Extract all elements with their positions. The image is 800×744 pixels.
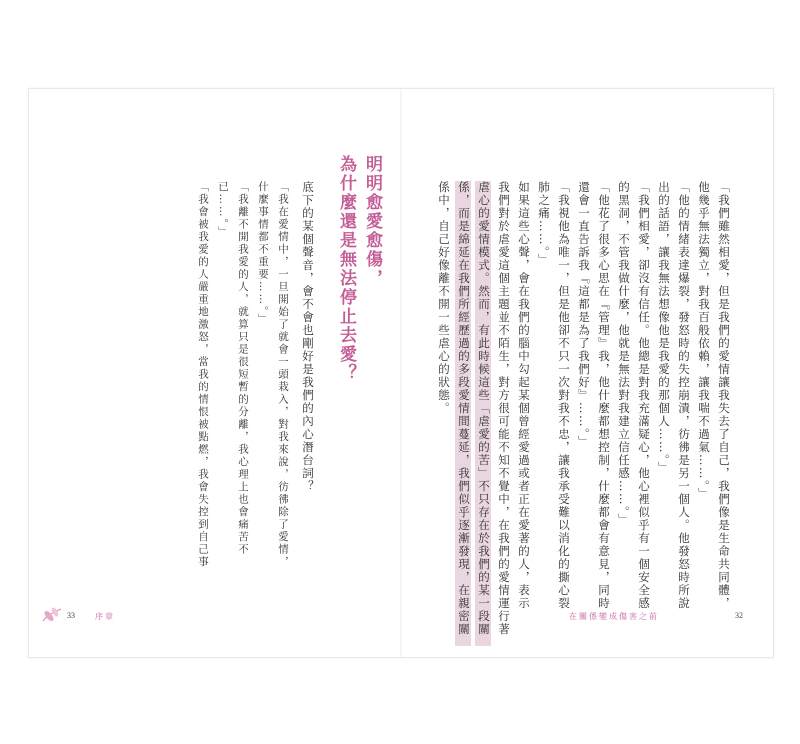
body-line: 「我視他為唯一，但是他卻不只一次對我不忠，讓我承受難以消化的撕心裂 [557,181,571,610]
body-line: 「他的情緒表達爆裂，發怒時的失控崩潰，彷彿是另一個人。他發怒時所說 [677,181,691,610]
running-head-right: 在關係變成傷害之前 [569,612,659,621]
quote-line: 「我離不開我愛的人，就算只是很短暫的分離，我心理上也會痛苦不 [237,181,249,556]
body-line: 他幾乎無法獨立，對我百般依賴，讓我喘不過氣……。」 [697,181,711,501]
body-line-highlighted: 係，而是綿延在我們所經歷過的多段愛情間蔓延，我們似乎逐漸發現，在親密關 [455,181,473,646]
quote-line: 「我會被我愛的人嚴重地激怒，當我的情恨被點燃，我會失控到自己事 [197,181,209,569]
quote-line: 「我在愛情中，一旦開始了就會一頭栽入，對我來說，彷彿除了愛情， [277,181,289,569]
page-number-right: 32 [735,611,743,620]
quote-line: 已……。」 [217,181,229,239]
book-spread [28,88,774,658]
section-heading-line-2: 為什麼還是無法停止去愛？ [336,155,356,383]
running-head-left: 序章 [95,612,115,621]
body-line: 還會一直告訴我『這都是為了我們好』……。」 [577,181,591,449]
body-line: 出的話語，讓我無法想像他是我愛的那個人……。」 [657,181,671,475]
body-line: 的黑洞，不管我做什麼，他就是無法對我建立信任感……。」 [617,181,631,527]
body-line: 係中，自己好像離不開一些虐心的狀態。 [437,181,451,415]
section-heading-line-1: 明明愈愛愈傷， [362,155,382,288]
body-line: 如果這些心聲，會在我們的腦中勾起某個曾經愛過或者正在愛著的人，表示 [517,181,531,610]
body-line: 「我們雖然相愛，但是我們的愛情讓我失去了自己，我們像是生命共同體， [717,181,731,610]
quote-line: 什麼事情都不重要……。」 [257,181,269,326]
flower-petal-icon [37,597,67,625]
page-number-left: 33 [67,611,75,620]
gutter [400,89,402,657]
body-line: 我們對於虐愛這個主題並不陌生，對方很可能不知不覺中，在我們的愛情運行著 [497,181,511,636]
body-line: 「我們相愛，卻沒有信任。他總是對我充滿疑心，他心裡似乎有一個安全感 [637,181,651,610]
intro-line: 底下的某個聲音，會不會也剛好是我們的內心潛台詞？ [301,181,315,493]
body-line: 「他花了很多心思在『管理』我，他什麼都想控制，什麼都會有意見，同時 [597,181,611,610]
body-line: 肺之痛……。」 [537,181,551,267]
body-line-highlighted: 虐心的愛情模式。然而，有此時候這些「虐愛的苦」不只存在於我們的某一段關 [475,181,493,646]
